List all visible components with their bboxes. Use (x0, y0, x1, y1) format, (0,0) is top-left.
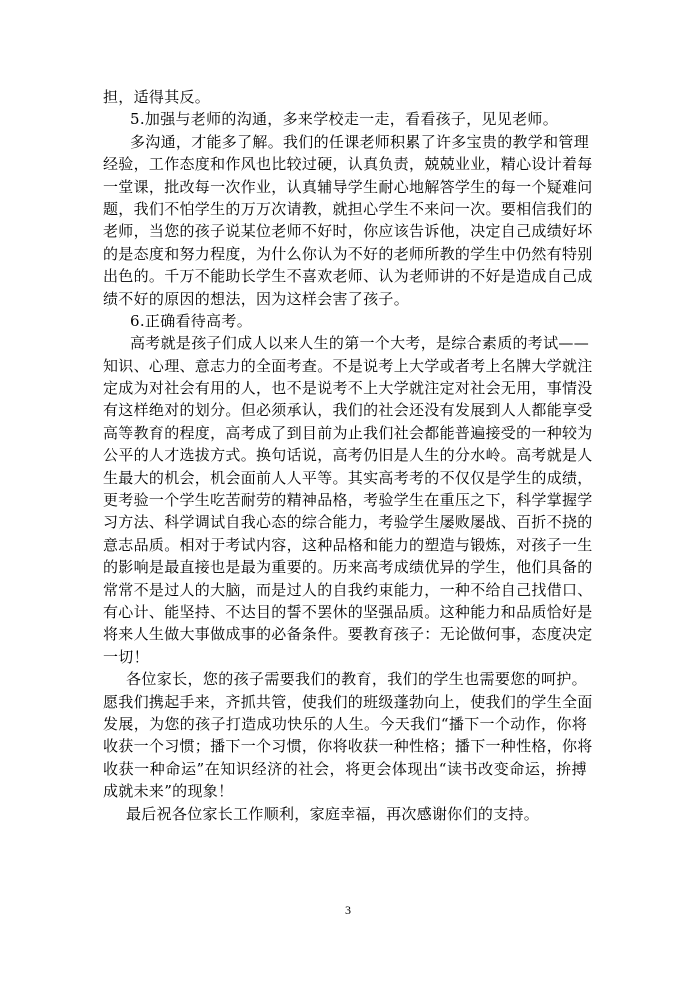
text-line: 发展，为您的孩子打造成功快乐的人生。今天我们“播下一个动作，你将 (103, 714, 587, 733)
text-line: 常常不是过人的大脑，而是过人的自我约束能力，一种不给自己找借口、 (103, 580, 593, 599)
text-line: 愿我们携起手来，齐抓共管，使我们的班级蓬勃向上，使我们的学生全面 (103, 692, 593, 711)
text-line: 5.加强与老师的沟通，多来学校走一走，看看孩子，见见老师。 (130, 110, 559, 129)
text-line: 高考就是孩子们成人以来人生的第一个大考，是综合素质的考试—— (130, 334, 590, 353)
text-line: 生最大的机会，机会面前人人平等。其实高考考的不仅仅是学生的成绩， (103, 468, 593, 487)
text-line: 多沟通，才能多了解。我们的任课老师积累了许多宝贵的教学和管理 (130, 132, 590, 151)
text-line: 高等教育的程度，高考成了到目前为止我们社会都能普遍接受的一种较为 (103, 423, 593, 442)
text-line: 的影响是最直接也是最为重要的。历来高考成绩优异的学生，他们具备的 (103, 558, 593, 577)
text-line: 最后祝各位家长工作顺利，家庭幸福，再次感谢你们的支持。 (126, 804, 540, 823)
text-line: 的是态度和努力程度，为什么你认为不好的老师所教的学生中仍然有特别 (103, 244, 593, 263)
text-line: 习方法、科学调试自我心态的综合能力，考验学生屡败屡战、百折不挠的 (103, 513, 593, 532)
text-line: 定成为对社会有用的人，也不是说考不上大学就注定对社会无用，事情没 (103, 379, 593, 398)
text-line: 更考验一个学生吃苦耐劳的精神品格，考验学生在重压之下，科学掌握学 (103, 491, 593, 510)
page-number: 3 (345, 903, 351, 917)
text-line: 意志品质。相对于考试内容，这种品格和能力的塑造与锻炼，对孩子一生 (103, 535, 593, 554)
text-line: 一堂课，批改每一次作业，认真辅导学生耐心地解答学生的每一个疑难问 (103, 177, 593, 196)
text-line: 收获一个习惯；播下一个习惯，你将收获一种性格；播下一种性格，你将 (103, 737, 593, 756)
text-line: 知识、心理、意志力的全面考查。不是说考上大学或者考上名牌大学就注 (103, 356, 593, 375)
text-line: 出色的。千万不能助长学生不喜欢老师、认为老师讲的不好是造成自己成 (103, 267, 593, 286)
text-line: 有心计、能坚持、不达目的誓不罢休的坚强品质。这种能力和品质恰好是 (103, 602, 593, 621)
text-line: 老师，当您的孩子说某位老师不好时，你应该告诉他，决定自己成绩好坏 (103, 222, 593, 241)
text-line: 题，我们不怕学生的万万次请教，就担心学生不来问一次。要相信我们的 (103, 199, 593, 218)
text-line: 各位家长，您的孩子需要我们的教育，我们的学生也需要您的呵护。 (126, 670, 587, 689)
text-line: 经验，工作态度和作风也比较过硬，认真负责，兢兢业业，精心设计着每 (103, 155, 593, 174)
text-line: 将来人生做大事做成事的必备条件。要教育孩子：无论做何事，态度决定 (103, 625, 593, 644)
text-line: 公平的人才选拔方式。换句话说，高考仍旧是人生的分水岭。高考就是人 (103, 446, 593, 465)
text-line: 收获一种命运”在知识经济的社会，将更会体现出“读书改变命运，拚搏 (103, 759, 587, 778)
text-line: 成就未来”的现象！ (103, 782, 234, 801)
document-body (103, 86, 593, 825)
text-line: 担，适得其反。 (103, 88, 211, 106)
text-line: 有这样绝对的划分。但必须承认，我们的社会还没有发展到人人都能享受 (103, 401, 593, 420)
text-line: 绩不好的原因的想法，因为这样会害了孩子。 (103, 289, 410, 308)
text-line: 6.正确看待高考。 (130, 311, 253, 330)
text-line: 一切！ (103, 647, 149, 666)
